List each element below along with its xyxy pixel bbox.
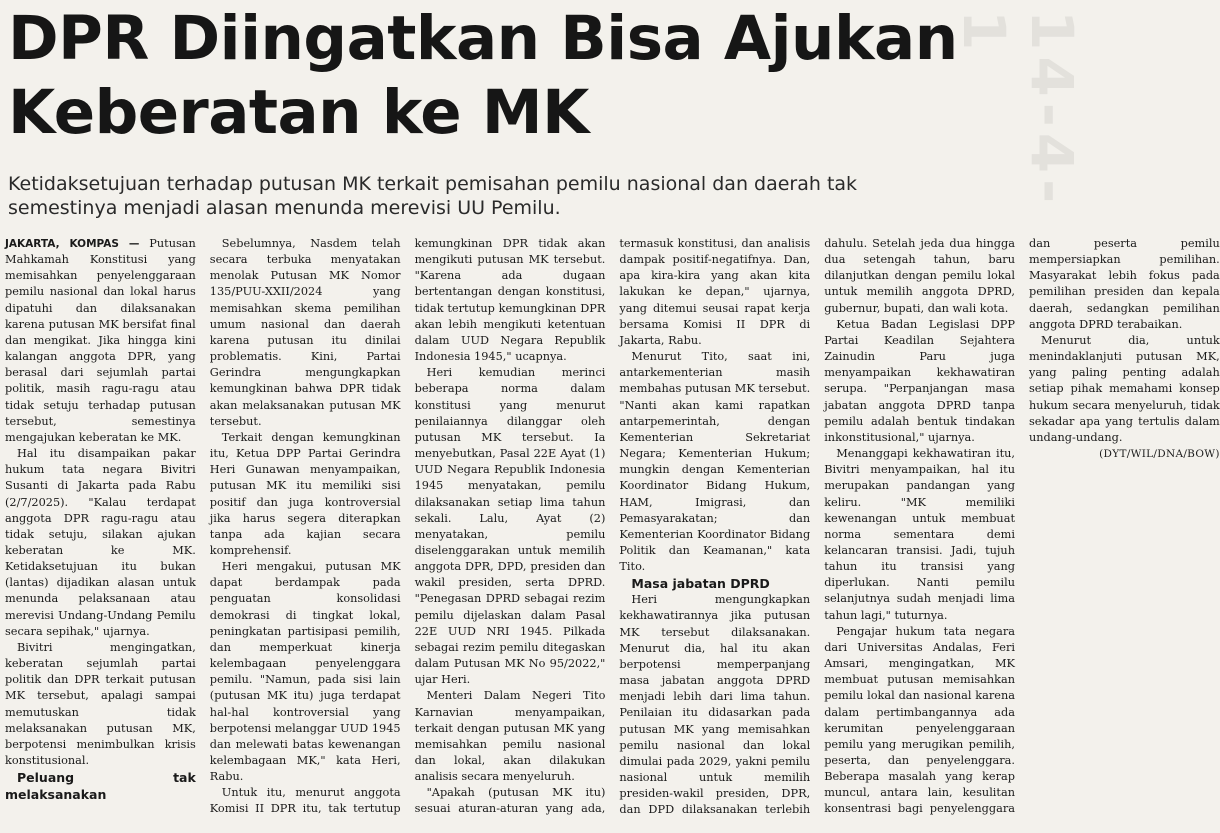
deck: Ketidaksetujuan terhadap putusan MK terkait pemisahan pemilu nasional dan daerah tak semestinya menjadi alasan menunda merevisi UU Pemilu. — [8, 173, 858, 219]
subhead-peluang: Peluang tak melaksanakan — [5, 770, 196, 803]
body-paragraph: Pengajar hukum tata negara dari Universitas Andalas, Feri Amsari, mengingatkan, MK membuat putusan memisahkan pemilu lokal dan nasional karena dalam pertimbangannya ada kerumitan penyelenggaraan pemilu yang merugikan pemilih, peserta, dan penyelenggara. Beberapa masalah yang kerap muncul, antara lain, kesulitan konsentrasi bagi penyelenggara dan peserta pemilu mempersiapkan pemilihan. Masyarakat lebih fokus pada pemilihan presiden dan kepala daerah, sedangkan pemilihan anggota DPRD terabaikan. — [824, 237, 1220, 816]
body-paragraph: Heri mengakui, putusan MK dapat berdampak pada penguatan konsolidasi demokrasi di tingkat lokal, peningkatan partisipasi pemilih, dan memperkuat kinerja kelembagaan penyelenggara pemilu. "Namun, pada sisi lain (putusan MK itu) juga terdapat hal-hal kontroversial yang berpotensi melanggar UUD 1945 dan melewati batas kewenangan kelembagaan MK," kata Heri, Rabu. — [209, 560, 401, 784]
body-paragraph: Sebelumnya, Nasdem telah secara terbuka menyatakan menolak Putusan MK Nomor 135/PUU-XXII/2024 yang memisahkan skema pemilihan umum nasional dan daerah karena putusan itu dinilai problematis. Kini, Partai Gerindra mengungkapkan kemungkinan bahwa DPR tidak akan melaksanakan putusan MK tersebut. — [209, 237, 401, 428]
body-paragraph: Menurut dia, untuk menindaklanjuti putusan MK, yang paling penting adalah setiap pihak memahami konsep hukum secara menyeluruh, tidak sekadar apa yang tertulis dalam undang-undang. — [1028, 333, 1220, 444]
subhead-masa-jabatan: Masa jabatan DPRD — [631, 576, 770, 592]
body-paragraph: Untuk itu, menurut anggota Komisi II DPR itu, tak tertutup kemungkinan DPR tidak akan mengikuti putusan MK tersebut. "Karena ada dugaan bertentangan dengan konstitusi, tidak tertutup kemungkinan DPR akan lebih mengikuti ketentuan dalam UUD Negara Republik Indonesia 1945," ucapnya. — [209, 237, 606, 816]
byline-credit: (DYT/WIL/DNA/BOW) — [1099, 448, 1220, 461]
side-page-mark-text: 14-4-1 — [950, 10, 1086, 210]
body-paragraph: Terkait dengan kemungkinan itu, Ketua DPP Partai Gerindra Heri Gunawan menyampaikan, putusan MK itu memiliki sisi positif dan juga kontroversial jika harus segera diterapkan tanpa ada kajian secara komprehensif. — [209, 430, 401, 557]
body-paragraph: Menurut Tito, saat ini, antarkementerian masih membahas putusan MK tersebut. "Nanti akan kami rapatkan antarpemerintah, dengan Kementerian Sekretariat Negara; Kementerian Hukum; mungkin dengan Kementerian Koordinator Bidang Hukum, HAM, Imigrasi, dan Pemasyarakatan; dan Kementerian Koordinator Bidang Politik dan Keamanan," kata Tito. — [619, 350, 811, 574]
headline: DPR Diingatkan Bisa Ajukan Keberatan ke MK — [8, 3, 958, 148]
body-paragraph: Bivitri mengingatkan, keberatan sejumlah partai politik dan DPR terkait putusan MK tersebut, apalagi sampai memutuskan tidak melaksanakan putusan MK, berpotensi menimbulkan krisis konstitusional. — [5, 640, 196, 767]
dateline: JAKARTA, KOMPAS — — [5, 238, 140, 250]
article-body — [5, 236, 1220, 832]
body-paragraph: Heri kemudian merinci beberapa norma dalam konstitusi yang menurut penilaiannya dilanggar oleh putusan MK tersebut. Ia menyebutkan, Pasal 22E Ayat (1) UUD Negara Republik Indonesia 1945 menyatakan, pemilu dilaksanakan setiap lima tahun sekali. Lalu, Ayat (2) menyatakan, pemilu diselenggarakan untuk memilih anggota DPR, DPD, presiden dan wakil presiden, serta DPRD. "Penegasan DPRD sebagai rezim pemilu dijelaskan dalam Pasal 22E UUD NRI 1945. Pilkada sebagai rezim pemilu ditegaskan dalam Putusan MK No 95/2022," ujar Heri. — [414, 366, 606, 687]
side-page-mark — [920, 0, 1086, 240]
body-paragraph: Ketua Badan Legislasi DPP Partai Keadilan Sejahtera Zainudin Paru juga menyampaikan kekhawatiran serupa. "Perpanjangan masa jabatan anggota DPRD tanpa pemilu adalah bentuk tindakan inkonstitusional," ujarnya. — [824, 317, 1015, 444]
body-paragraph: Hal itu disampaikan pakar hukum tata negara Bivitri Susanti di Jakarta pada Rabu (2/7/2025). "Kalau terdapat anggota DPR ragu-ragu atau tidak setuju, silakan ajukan keberatan ke MK. Ketidaksetujuan itu bukan (lantas) dijadikan alasan untuk menunda pelaksanaan atau merevisi Undang-Undang Pemilu secara sepihak," ujarnya. — [5, 447, 196, 638]
lead-paragraph-text: Putusan Mahkamah Konstitusi yang memisahkan penyelenggaraan pemilu nasional dan lokal harus dipatuhi dan dilaksanakan karena putusan MK bersifat final dan mengikat. Jika hingga kini kalangan anggota DPR, yang berasal dari sejumlah partai politik, masih ragu-ragu atau tidak setuju terhadap putusan tersebut, semestinya mengajukan keberatan ke MK. — [5, 237, 196, 444]
body-paragraph: "Apakah (putusan MK itu) sesuai aturan-aturan yang ada, termasuk konstitusi, dan analisis dampak positif-negatifnya. Dan, apa kira-kira yang akan kita lakukan ke depan," ujarnya, yang ditemui seusai rapat kerja bersama Komisi II DPR di Jakarta, Rabu. — [414, 237, 811, 816]
body-paragraph: Heri mengungkapkan kekhawatirannya jika putusan MK tersebut dilaksanakan. Menurut dia, hal itu akan berpotensi memperpanjang masa jabatan anggota DPRD menjadi lebih dari lima tahun. Penilaian itu didasarkan pada putusan MK yang memisahkan pemilu nasional dan lokal dimulai pada 2029, yakni pemilu nasional untuk memilih presiden-wakil presiden, DPR, dan DPD dilaksanakan terlebih dahulu. Setelah jeda dua hingga dua setengah tahun, baru dilanjutkan dengan pemilu lokal untuk memilih anggota DPRD, gubernur, bupati, dan wali kota. — [619, 237, 1015, 817]
body-paragraph: Menteri Dalam Negeri Tito Karnavian menyampaikan, terkait dengan putusan MK yang memisahkan pemilu nasional dan lokal, akan dilakukan analisis secara menyeluruh. — [414, 689, 606, 784]
body-paragraph: Menanggapi kekhawatiran itu, Bivitri menyampaikan, hal itu merupakan pandangan yang keliru. "MK memiliki kewenangan untuk membuat norma sementara demi kelancaran transisi. Jadi, tujuh tahun itu transisi yang diperlukan. Nanti pemilu selanjutnya sudah menjadi lima tahun lagi," tuturnya. — [824, 447, 1015, 622]
lead-paragraph — [5, 236, 196, 446]
